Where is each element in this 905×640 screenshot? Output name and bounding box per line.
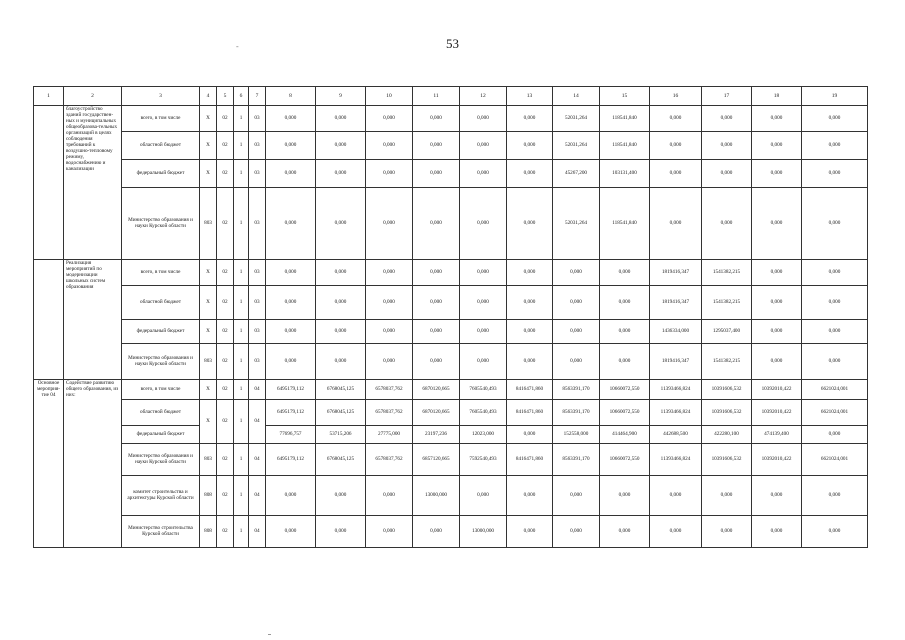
amount-cell: 118541,840	[600, 106, 650, 132]
amount-cell: 0,000	[802, 516, 868, 548]
source-label: областной бюджет	[122, 400, 200, 426]
amount-cell: 0,000	[553, 286, 600, 320]
code-c4: Х	[200, 260, 217, 286]
header-cell: 1	[34, 87, 64, 106]
code-c5: 02	[217, 106, 234, 132]
code-c4: 803	[200, 344, 217, 380]
amount-cell: 10392010,422	[752, 400, 802, 426]
code-c6: 1	[234, 106, 249, 132]
header-cell: 2	[64, 87, 122, 106]
code-c5: 02	[217, 132, 234, 160]
source-label: всего, в том числе	[122, 106, 200, 132]
amount-cell: 0,000	[507, 426, 553, 444]
code-c4: Х	[200, 320, 217, 344]
amount-cell: 0,000	[316, 476, 366, 516]
amount-cell: 6578037,762	[366, 444, 413, 476]
amount-cell: 414464,900	[600, 426, 650, 444]
amount-cell: 10391606,532	[702, 444, 752, 476]
source-label: федеральный бюджет	[122, 320, 200, 344]
source-label: областной бюджет	[122, 132, 200, 160]
amount-cell: 6768045,125	[316, 400, 366, 426]
header-cell: 5	[217, 87, 234, 106]
amount-cell: 0,000	[266, 106, 316, 132]
code-c6: 1	[234, 188, 249, 260]
header-cell: 14	[553, 87, 600, 106]
table-row	[34, 400, 868, 426]
amount-cell: 0,000	[650, 476, 702, 516]
header-cell: 16	[650, 87, 702, 106]
source-label: областной бюджет	[122, 286, 200, 320]
table-row	[34, 380, 868, 400]
header-cell: 8	[266, 87, 316, 106]
header-cell: 19	[802, 87, 868, 106]
amount-cell: 0,000	[802, 132, 868, 160]
amount-cell: 0,000	[413, 106, 460, 132]
source-label: Министерство образования и науки Курской области	[122, 344, 200, 380]
amount-cell: 0,000	[266, 320, 316, 344]
table-row	[34, 320, 868, 344]
amount-cell: 442688,500	[650, 426, 702, 444]
code-c6: 1	[234, 160, 249, 188]
page-number: 53	[446, 36, 459, 51]
amount-cell: 103131,400	[600, 160, 650, 188]
amount-cell: 0,000	[650, 516, 702, 548]
amount-cell: 0,000	[507, 286, 553, 320]
header-cell: 4	[200, 87, 217, 106]
table-row	[34, 516, 868, 548]
amount-cell: 0,000	[752, 260, 802, 286]
code-c5: 02	[217, 516, 234, 548]
amount-cell: 0,000	[553, 260, 600, 286]
amount-cell: 1436334,000	[650, 320, 702, 344]
code-c7: 04	[249, 476, 266, 516]
amount-cell: 10660072,550	[600, 400, 650, 426]
amount-cell: 0,000	[507, 320, 553, 344]
code-c4: Х	[200, 286, 217, 320]
amount-cell: 10392010,422	[752, 444, 802, 476]
amount-cell: 6495179,112	[266, 444, 316, 476]
amount-cell: 0,000	[702, 188, 752, 260]
code-c4: 808	[200, 516, 217, 548]
amount-cell: 0,000	[460, 320, 507, 344]
amount-cell: 0,000	[316, 260, 366, 286]
amount-cell: 52031,264	[553, 132, 600, 160]
amount-cell: 0,000	[650, 188, 702, 260]
code-c7: 03	[249, 286, 266, 320]
amount-cell: 0,000	[366, 476, 413, 516]
amount-cell: 0,000	[366, 132, 413, 160]
code-c4: Х	[200, 132, 217, 160]
code-c4: 803	[200, 444, 217, 476]
code-c7: 03	[249, 188, 266, 260]
amount-cell: 0,000	[316, 188, 366, 260]
amount-cell: 0,000	[460, 344, 507, 380]
amount-cell: 13000,000	[460, 516, 507, 548]
amount-cell: 0,000	[413, 320, 460, 344]
code-c7: 03	[249, 260, 266, 286]
code-c5: 02	[217, 476, 234, 516]
amount-cell: 0,000	[600, 260, 650, 286]
header-cell: 13	[507, 87, 553, 106]
amount-cell: 11393466,824	[650, 444, 702, 476]
amount-cell: 1295037,400	[702, 320, 752, 344]
amount-cell: 0,000	[316, 344, 366, 380]
amount-cell: 118541,840	[600, 132, 650, 160]
amount-cell: 0,000	[600, 344, 650, 380]
amount-cell: 0,000	[266, 516, 316, 548]
amount-cell: 0,000	[316, 286, 366, 320]
amount-cell: 0,000	[366, 188, 413, 260]
code-c7: 03	[249, 106, 266, 132]
amount-cell: 0,000	[366, 106, 413, 132]
amount-cell: 0,000	[752, 476, 802, 516]
event-name: Содействие развитию общего образования, из них:	[64, 380, 122, 548]
event-number	[34, 260, 64, 380]
source-label: комитет строительства и архитектуры Курской области	[122, 476, 200, 516]
amount-cell: 10660072,550	[600, 380, 650, 400]
code-c5: 02	[217, 380, 234, 400]
table-row	[34, 132, 868, 160]
header-cell: 17	[702, 87, 752, 106]
amount-cell: 0,000	[507, 132, 553, 160]
code-c5: 02	[217, 286, 234, 320]
amount-cell: 0,000	[600, 516, 650, 548]
code-c7: 03	[249, 344, 266, 380]
top-mark: -	[236, 42, 239, 51]
amount-cell: 10660072,550	[600, 444, 650, 476]
amount-cell: 0,000	[266, 188, 316, 260]
amount-cell: 6621024,001	[802, 444, 868, 476]
amount-cell: 0,000	[316, 106, 366, 132]
code-c4: 803	[200, 188, 217, 260]
amount-cell: 118541,840	[600, 188, 650, 260]
amount-cell: 422280,100	[702, 426, 752, 444]
amount-cell: 0,000	[553, 476, 600, 516]
amount-cell: 0,000	[752, 286, 802, 320]
table-row	[34, 106, 868, 132]
amount-cell: 0,000	[702, 160, 752, 188]
amount-cell: 0,000	[752, 344, 802, 380]
amount-cell: 0,000	[507, 476, 553, 516]
amount-cell: 0,000	[460, 286, 507, 320]
code-c7: 03	[249, 160, 266, 188]
amount-cell: 0,000	[752, 320, 802, 344]
amount-cell: 0,000	[553, 516, 600, 548]
amount-cell: 0,000	[802, 286, 868, 320]
amount-cell: 0,000	[460, 160, 507, 188]
amount-cell: 6621024,001	[802, 380, 868, 400]
amount-cell: 27775,000	[366, 426, 413, 444]
amount-cell: 11393466,824	[650, 380, 702, 400]
amount-cell: 6578037,762	[366, 400, 413, 426]
amount-cell: 77696,757	[266, 426, 316, 444]
table-row	[34, 160, 868, 188]
amount-cell: 0,000	[413, 188, 460, 260]
code-c4: Х	[200, 400, 217, 444]
code-c5: 02	[217, 160, 234, 188]
source-label: Министерство образования и науки Курской области	[122, 188, 200, 260]
amount-cell: 1819416,347	[650, 344, 702, 380]
header-cell: 3	[122, 87, 200, 106]
amount-cell: 7605540,493	[460, 380, 507, 400]
amount-cell: 0,000	[460, 132, 507, 160]
amount-cell: 1819416,347	[650, 286, 702, 320]
amount-cell: 0,000	[413, 286, 460, 320]
code-c7: 04	[249, 516, 266, 548]
amount-cell: 0,000	[366, 516, 413, 548]
source-label: федеральный бюджет	[122, 160, 200, 188]
header-row	[34, 87, 868, 106]
amount-cell: 6857120,665	[413, 444, 460, 476]
header-cell: 15	[600, 87, 650, 106]
code-c7: 04	[249, 444, 266, 476]
amount-cell: 0,000	[650, 106, 702, 132]
amount-cell: 0,000	[702, 132, 752, 160]
code-c4: 808	[200, 476, 217, 516]
code-c5: 02	[217, 188, 234, 260]
amount-cell: 0,000	[600, 476, 650, 516]
amount-cell: 0,000	[316, 320, 366, 344]
amount-cell: 0,000	[266, 344, 316, 380]
header-cell: 18	[752, 87, 802, 106]
amount-cell: 6621024,001	[802, 400, 868, 426]
amount-cell: 0,000	[802, 320, 868, 344]
amount-cell: 6768045,125	[316, 380, 366, 400]
amount-cell: 0,000	[752, 132, 802, 160]
code-c5: 02	[217, 444, 234, 476]
amount-cell: 13000,000	[413, 476, 460, 516]
event-number	[34, 106, 64, 260]
amount-cell: 8563391,170	[553, 380, 600, 400]
source-label: Министерство образования и науки Курской области	[122, 444, 200, 476]
code-c7: 03	[249, 132, 266, 160]
amount-cell: 0,000	[802, 476, 868, 516]
amount-cell: 0,000	[650, 132, 702, 160]
amount-cell: 0,000	[266, 286, 316, 320]
amount-cell: 6870120,665	[413, 380, 460, 400]
table-row	[34, 476, 868, 516]
code-c7: 04	[249, 400, 266, 444]
amount-cell: 6768045,125	[316, 444, 366, 476]
amount-cell: 1541382,215	[702, 260, 752, 286]
code-c6: 1	[234, 380, 249, 400]
amount-cell: 0,000	[507, 160, 553, 188]
amount-cell: 0,000	[752, 516, 802, 548]
amount-cell: 0,000	[802, 260, 868, 286]
amount-cell: 0,000	[553, 344, 600, 380]
amount-cell: 8563391,170	[553, 400, 600, 426]
scan-mark	[268, 634, 271, 635]
code-c5: 02	[217, 344, 234, 380]
amount-cell: 152558,000	[553, 426, 600, 444]
event-name: Реализация мероприятий по модернизации школьных систем образования	[64, 260, 122, 380]
amount-cell: 1541382,215	[702, 344, 752, 380]
amount-cell: 0,000	[266, 260, 316, 286]
amount-cell: 10391606,532	[702, 400, 752, 426]
amount-cell: 0,000	[366, 320, 413, 344]
header-cell: 6	[234, 87, 249, 106]
code-c6: 1	[234, 400, 249, 444]
budget-table	[33, 86, 868, 548]
amount-cell: 1541382,215	[702, 286, 752, 320]
amount-cell: 0,000	[266, 160, 316, 188]
amount-cell: 0,000	[507, 516, 553, 548]
amount-cell: 0,000	[802, 106, 868, 132]
code-c4: Х	[200, 106, 217, 132]
amount-cell: 0,000	[802, 344, 868, 380]
table-row	[34, 286, 868, 320]
code-c6: 1	[234, 476, 249, 516]
code-c7: 04	[249, 380, 266, 400]
amount-cell: 0,000	[316, 516, 366, 548]
source-label: всего, в том числе	[122, 380, 200, 400]
amount-cell: 23197,236	[413, 426, 460, 444]
amount-cell: 0,000	[802, 426, 868, 444]
code-c6: 1	[234, 516, 249, 548]
amount-cell: 0,000	[702, 516, 752, 548]
amount-cell: 0,000	[600, 320, 650, 344]
amount-cell: 7592540,493	[460, 444, 507, 476]
amount-cell: 10392010,422	[752, 380, 802, 400]
amount-cell: 6495179,112	[266, 380, 316, 400]
header-cell: 11	[413, 87, 460, 106]
amount-cell: 1819416,347	[650, 260, 702, 286]
amount-cell: 0,000	[702, 106, 752, 132]
amount-cell: 0,000	[752, 160, 802, 188]
event-number: Основное мероприя-тие 04	[34, 380, 64, 548]
event-name: благоустройство зданий государствен-ных и муниципальных общеобразова-тельных организаций в целях соблюдения требований к воздушно-тепловому режиму, водоснабжению и канализации	[64, 106, 122, 260]
amount-cell: 0,000	[553, 320, 600, 344]
amount-cell: 0,000	[702, 476, 752, 516]
amount-cell: 0,000	[366, 260, 413, 286]
amount-cell: 53715,206	[316, 426, 366, 444]
amount-cell: 10391606,532	[702, 380, 752, 400]
amount-cell: 0,000	[266, 476, 316, 516]
amount-cell: 7605540,493	[460, 400, 507, 426]
amount-cell: 0,000	[507, 106, 553, 132]
amount-cell: 6578037,762	[366, 380, 413, 400]
header-cell: 9	[316, 87, 366, 106]
amount-cell: 0,000	[650, 160, 702, 188]
amount-cell: 0,000	[413, 160, 460, 188]
amount-cell: 0,000	[507, 188, 553, 260]
amount-cell: 0,000	[460, 260, 507, 286]
amount-cell: 0,000	[802, 160, 868, 188]
amount-cell: 0,000	[413, 132, 460, 160]
amount-cell: 0,000	[460, 476, 507, 516]
header-cell: 12	[460, 87, 507, 106]
amount-cell: 0,000	[600, 286, 650, 320]
amount-cell: 6495179,112	[266, 400, 316, 426]
amount-cell: 0,000	[460, 188, 507, 260]
amount-cell: 0,000	[460, 106, 507, 132]
source-label: Министерство строительства Курской области	[122, 516, 200, 548]
amount-cell: 52031,264	[553, 188, 600, 260]
code-c6: 1	[234, 320, 249, 344]
amount-cell: 0,000	[413, 344, 460, 380]
amount-cell: 6870120,665	[413, 400, 460, 426]
amount-cell: 0,000	[266, 132, 316, 160]
amount-cell: 0,000	[366, 286, 413, 320]
amount-cell: 0,000	[507, 344, 553, 380]
amount-cell: 11393466,824	[650, 400, 702, 426]
amount-cell: 0,000	[316, 132, 366, 160]
amount-cell: 0,000	[752, 188, 802, 260]
amount-cell: 8563391,170	[553, 444, 600, 476]
amount-cell: 12023,000	[460, 426, 507, 444]
source-label: федеральный бюджет	[122, 426, 200, 444]
amount-cell: 0,000	[366, 160, 413, 188]
code-c4: Х	[200, 380, 217, 400]
code-c6: 1	[234, 260, 249, 286]
amount-cell: 45267,200	[553, 160, 600, 188]
amount-cell: 8416471,860	[507, 380, 553, 400]
code-c6: 1	[234, 286, 249, 320]
amount-cell: 52031,264	[553, 106, 600, 132]
table-row	[34, 260, 868, 286]
amount-cell: 0,000	[802, 188, 868, 260]
amount-cell: 0,000	[507, 260, 553, 286]
code-c6: 1	[234, 344, 249, 380]
header-cell: 7	[249, 87, 266, 106]
amount-cell: 8416471,860	[507, 444, 553, 476]
table-row	[34, 188, 868, 260]
amount-cell: 474139,400	[752, 426, 802, 444]
header-cell: 10	[366, 87, 413, 106]
amount-cell: 0,000	[413, 260, 460, 286]
code-c7: 03	[249, 320, 266, 344]
table-row	[34, 426, 868, 444]
amount-cell: 0,000	[316, 160, 366, 188]
code-c5: 02	[217, 260, 234, 286]
table-row	[34, 444, 868, 476]
code-c4: Х	[200, 160, 217, 188]
code-c6: 1	[234, 444, 249, 476]
amount-cell: 0,000	[366, 344, 413, 380]
source-label: всего, в том числе	[122, 260, 200, 286]
amount-cell: 0,000	[752, 106, 802, 132]
amount-cell: 0,000	[413, 516, 460, 548]
amount-cell: 8416471,860	[507, 400, 553, 426]
code-c6: 1	[234, 132, 249, 160]
code-c5: 02	[217, 400, 234, 444]
code-c5: 02	[217, 320, 234, 344]
table-row	[34, 344, 868, 380]
